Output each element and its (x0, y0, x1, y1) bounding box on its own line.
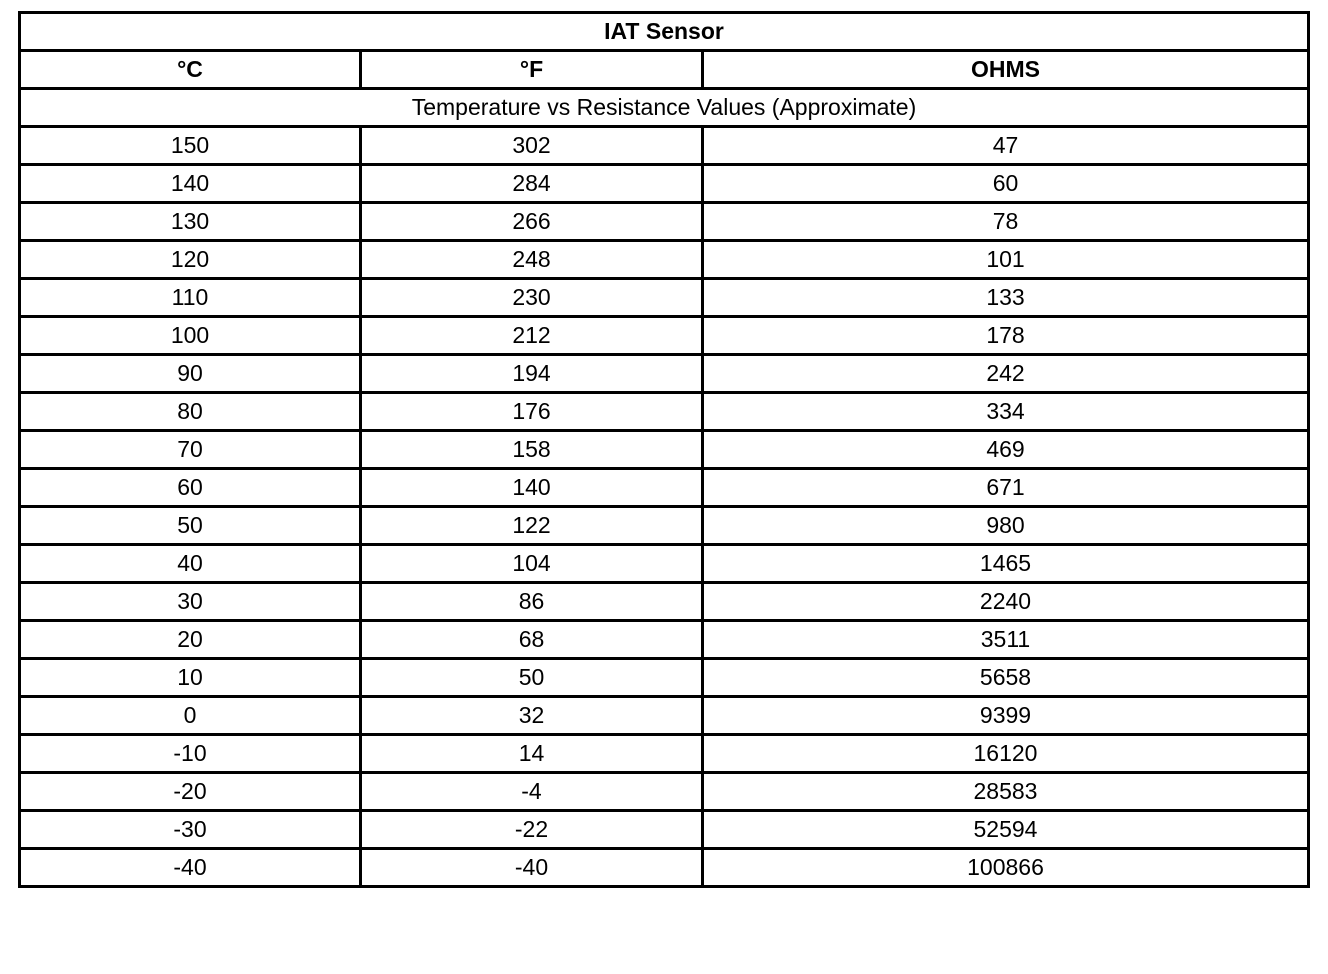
table-row (20, 317, 1309, 355)
table-row (20, 773, 1309, 811)
table-row (20, 811, 1309, 849)
ohms-cell: 78 (703, 203, 1309, 241)
ohms-cell: 2240 (703, 583, 1309, 621)
fahrenheit-cell: 140 (361, 469, 703, 507)
table-row (20, 127, 1309, 165)
fahrenheit-cell: 212 (361, 317, 703, 355)
celsius-cell: 40 (20, 545, 361, 583)
table-row (20, 659, 1309, 697)
ohms-cell: 980 (703, 507, 1309, 545)
ohms-cell: 671 (703, 469, 1309, 507)
fahrenheit-cell: 158 (361, 431, 703, 469)
fahrenheit-cell: 50 (361, 659, 703, 697)
ohms-cell: 3511 (703, 621, 1309, 659)
fahrenheit-cell: 284 (361, 165, 703, 203)
table-row (20, 545, 1309, 583)
celsius-cell: 140 (20, 165, 361, 203)
fahrenheit-cell: 86 (361, 583, 703, 621)
table-row (20, 735, 1309, 773)
fahrenheit-cell: 302 (361, 127, 703, 165)
fahrenheit-cell: -4 (361, 773, 703, 811)
celsius-cell: 90 (20, 355, 361, 393)
celsius-cell: 0 (20, 697, 361, 735)
celsius-cell: -10 (20, 735, 361, 773)
celsius-cell: -40 (20, 849, 361, 887)
ohms-cell: 9399 (703, 697, 1309, 735)
fahrenheit-cell: 176 (361, 393, 703, 431)
celsius-cell: 130 (20, 203, 361, 241)
fahrenheit-cell: -22 (361, 811, 703, 849)
celsius-cell: 20 (20, 621, 361, 659)
celsius-cell: 110 (20, 279, 361, 317)
ohms-cell: 16120 (703, 735, 1309, 773)
ohms-cell: 469 (703, 431, 1309, 469)
iat-sensor-sheet (18, 11, 1307, 888)
fahrenheit-cell: 194 (361, 355, 703, 393)
table-row (20, 279, 1309, 317)
celsius-cell: -30 (20, 811, 361, 849)
celsius-cell: 100 (20, 317, 361, 355)
ohms-cell: 100866 (703, 849, 1309, 887)
fahrenheit-cell: 32 (361, 697, 703, 735)
celsius-cell: 150 (20, 127, 361, 165)
header-fahrenheit: °F (361, 51, 703, 89)
fahrenheit-cell: -40 (361, 849, 703, 887)
table-row (20, 203, 1309, 241)
table-row (20, 697, 1309, 735)
ohms-cell: 101 (703, 241, 1309, 279)
celsius-cell: 60 (20, 469, 361, 507)
fahrenheit-cell: 122 (361, 507, 703, 545)
ohms-cell: 334 (703, 393, 1309, 431)
celsius-cell: 70 (20, 431, 361, 469)
table-row (20, 165, 1309, 203)
table-row (20, 469, 1309, 507)
table-subtitle: Temperature vs Resistance Values (Approximate) (20, 89, 1309, 127)
table-title: IAT Sensor (20, 13, 1309, 51)
fahrenheit-cell: 104 (361, 545, 703, 583)
table-row (20, 507, 1309, 545)
table-row (20, 241, 1309, 279)
fahrenheit-cell: 14 (361, 735, 703, 773)
ohms-cell: 5658 (703, 659, 1309, 697)
fahrenheit-cell: 266 (361, 203, 703, 241)
fahrenheit-cell: 248 (361, 241, 703, 279)
celsius-cell: -20 (20, 773, 361, 811)
ohms-cell: 1465 (703, 545, 1309, 583)
fahrenheit-cell: 68 (361, 621, 703, 659)
celsius-cell: 80 (20, 393, 361, 431)
ohms-cell: 47 (703, 127, 1309, 165)
ohms-cell: 178 (703, 317, 1309, 355)
table-row (20, 355, 1309, 393)
table-row (20, 849, 1309, 887)
header-row (20, 51, 1309, 89)
title-row (20, 13, 1309, 51)
table-row (20, 621, 1309, 659)
header-celsius: °C (20, 51, 361, 89)
subtitle-row (20, 89, 1309, 127)
ohms-cell: 242 (703, 355, 1309, 393)
table-row (20, 583, 1309, 621)
ohms-cell: 52594 (703, 811, 1309, 849)
ohms-cell: 60 (703, 165, 1309, 203)
table-row (20, 393, 1309, 431)
iat-sensor-table (18, 11, 1310, 888)
celsius-cell: 10 (20, 659, 361, 697)
table-body (20, 127, 1309, 887)
celsius-cell: 50 (20, 507, 361, 545)
celsius-cell: 30 (20, 583, 361, 621)
table-row (20, 431, 1309, 469)
celsius-cell: 120 (20, 241, 361, 279)
ohms-cell: 28583 (703, 773, 1309, 811)
fahrenheit-cell: 230 (361, 279, 703, 317)
header-ohms: OHMS (703, 51, 1309, 89)
ohms-cell: 133 (703, 279, 1309, 317)
